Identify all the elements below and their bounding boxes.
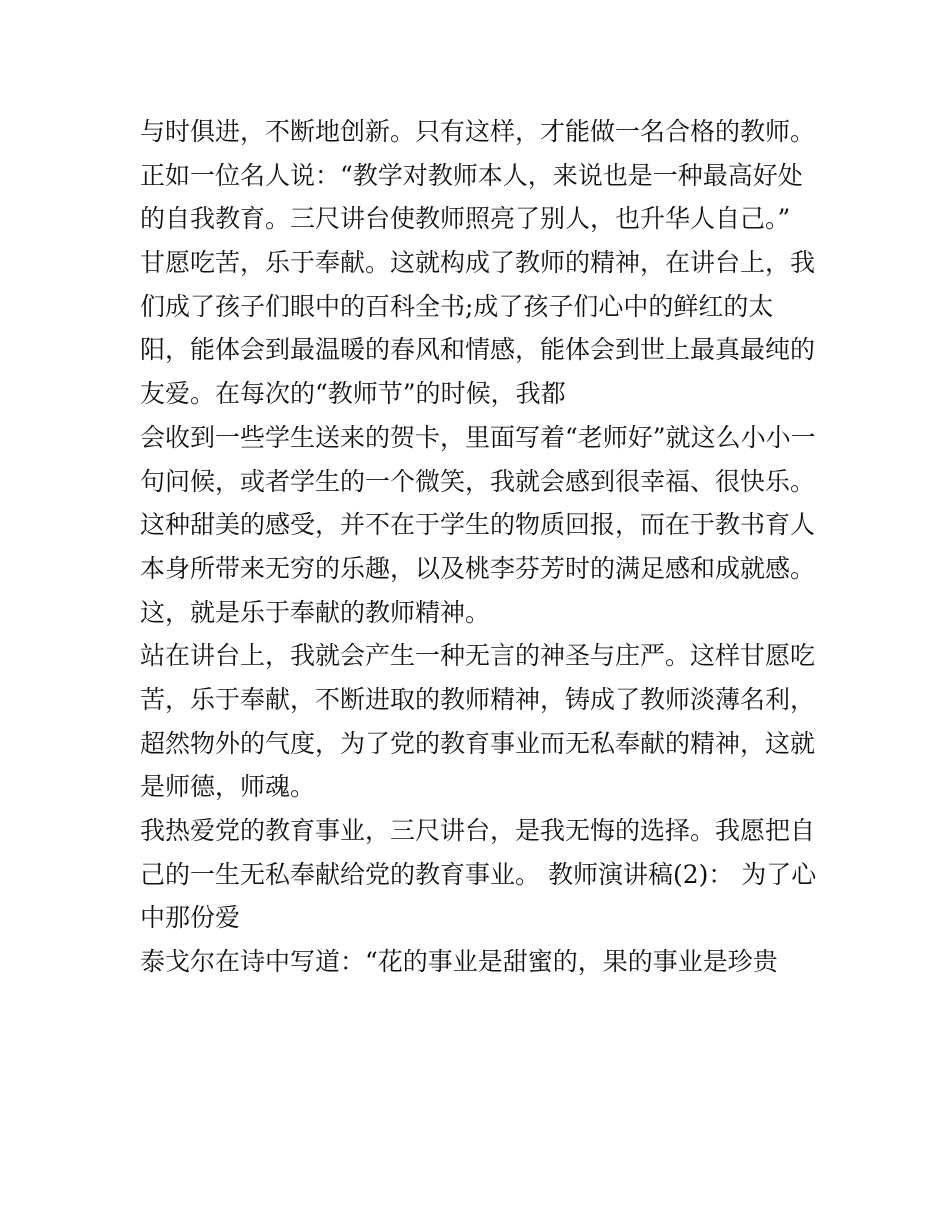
text-line: 的自我教育。三尺讲台使教师照亮了别人，也升华人自己。”	[140, 204, 791, 234]
text-line: 句问候，或者学生的一个微笑，我就会感到很幸福、很快乐。	[140, 466, 816, 496]
text-line: 甘愿吃苦，乐于奉献。这就构成了教师的精神，在讲台上，我	[140, 248, 816, 278]
text-line: 友爱。在每次的“教师节”的时候，我都	[140, 379, 566, 409]
text-line: 超然物外的气度，为了党的教育事业而无私奉献的精神，这就	[140, 728, 816, 758]
text-line: 我热爱党的教育事业，三尺讲台，是我无悔的选择。我愿把自	[140, 816, 816, 845]
text-line: 是师德，师魂。	[140, 772, 316, 802]
text-line: 己的一生无私奉献给党的教育事业。 教师演讲稿(2)： 为了心	[140, 859, 817, 889]
text-line: 们成了孩子们眼中的百科全书;成了孩子们心中的鲜红的太	[140, 291, 774, 321]
text-line: 站在讲台上，我就会产生一种无言的神圣与庄严。这样甘愿吃	[140, 641, 816, 671]
text-line: 本身所带来无穷的乐趣，以及桃李芬芳时的满足感和成就感。	[140, 553, 816, 583]
text-line: 中那份爱	[140, 903, 241, 933]
text-line: 会收到一些学生送来的贺卡，里面写着“老师好”就这么小小一	[140, 422, 816, 452]
document-body	[140, 110, 820, 984]
text-line: 正如一位名人说：“教学对教师本人，来说也是一种最高好处	[140, 160, 803, 190]
text-line: 阳，能体会到最温暖的春风和情感，能体会到世上最真最纯的	[140, 335, 816, 365]
text-line: 与时俱进，不断地创新。只有这样，才能做一名合格的教师。	[140, 117, 816, 146]
text-line: 苦，乐于奉献，不断进取的教师精神，铸成了教师淡薄名利，	[140, 684, 816, 714]
text-line: 这，就是乐于奉献的教师精神。	[140, 597, 491, 627]
text-line: 这种甜美的感受，并不在于学生的物质回报，而在于教书育人	[140, 510, 816, 540]
text-line: 泰戈尔在诗中写道：“花的事业是甜蜜的，果的事业是珍贵	[140, 947, 778, 977]
